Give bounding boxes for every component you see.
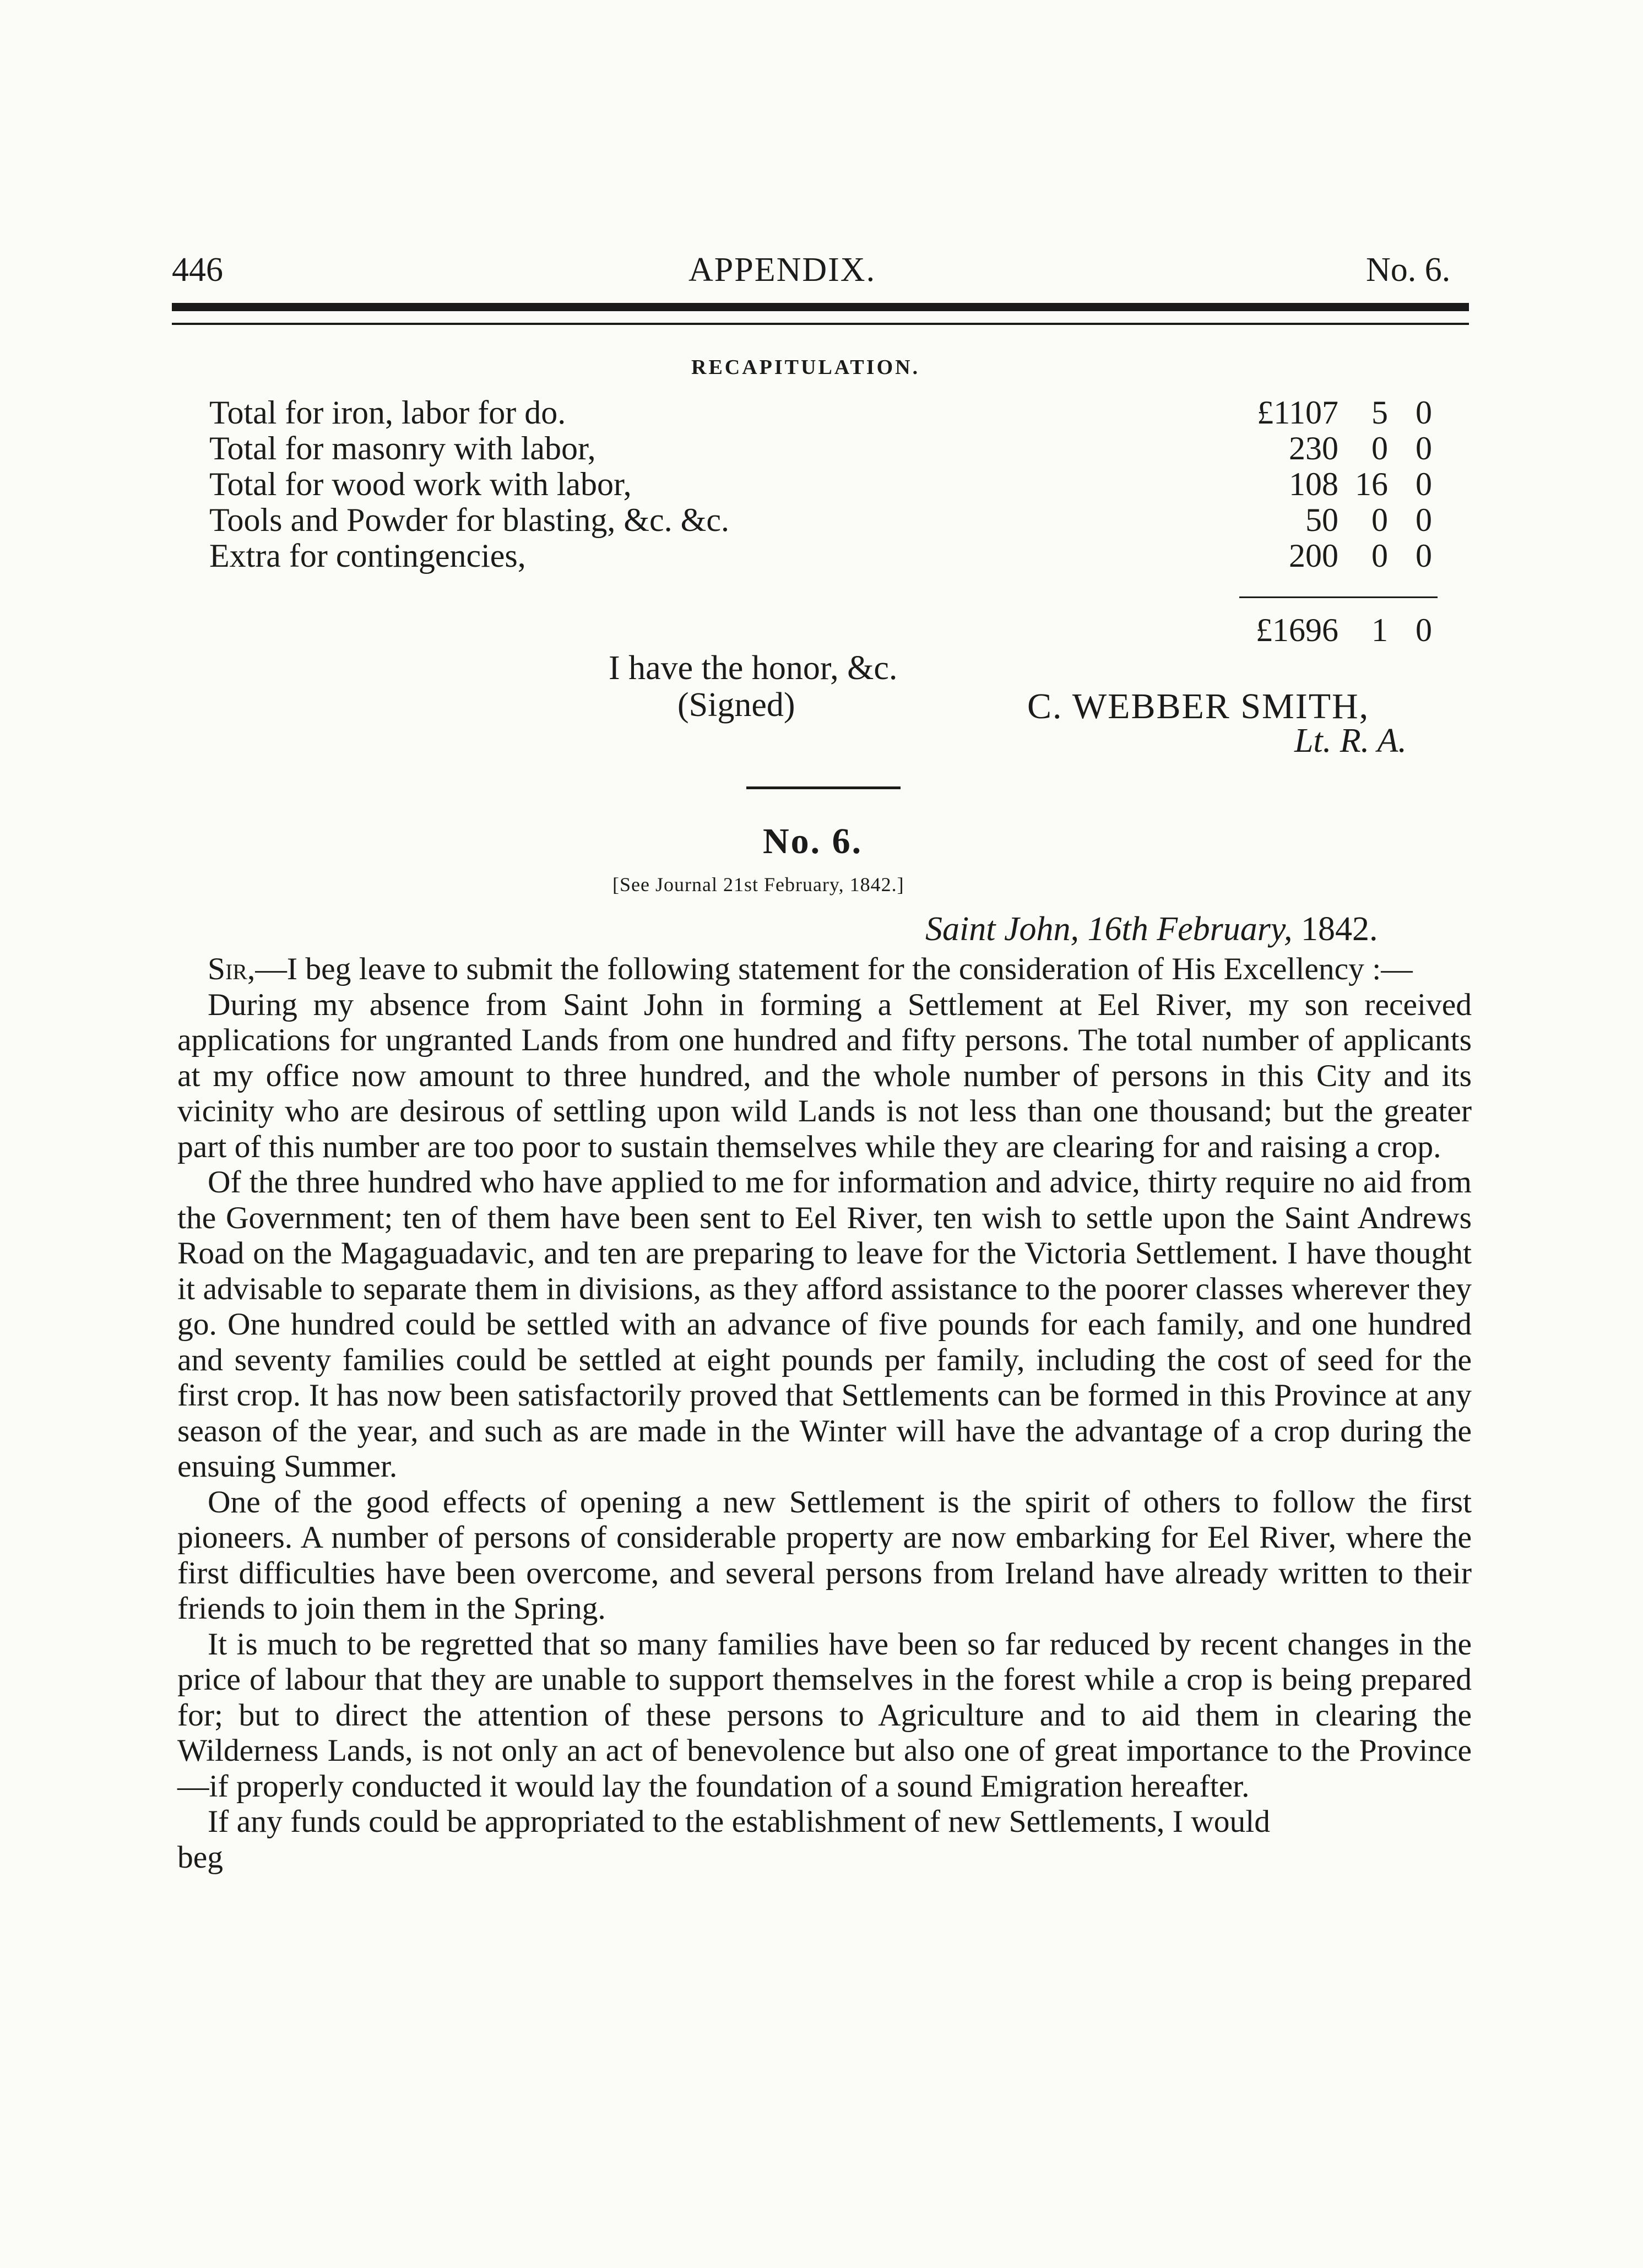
letter-paragraph: One of the good effects of opening a new Settlement is the spirit of others to follow the first pioneers. A number of persons of considerable property are now embarking for Eel River, where the first difficulties have been overcome, and several persons from Ireland have already written to their friends to join them in the Spring. [177,1484,1472,1626]
recap-item-shillings: 0 [1371,502,1388,538]
signature-name: C. WEBBER SMITH, [1027,686,1370,726]
recap-item-label: Total for iron, labor for do. [209,394,566,431]
recap-item-label: Total for masonry with labor, [209,430,596,466]
recap-total-pounds: £1696 [1256,612,1338,648]
recap-item-shillings: 5 [1371,394,1388,431]
recap-total-shillings: 1 [1371,612,1388,648]
recap-item-pounds: 230 [1289,430,1338,466]
dateline-year: 1842. [1300,910,1378,948]
recap-item-label: Total for wood work with labor, [209,466,632,502]
signature-rank: Lt. R. A. [1294,722,1407,759]
recap-item-pounds: 200 [1289,538,1338,574]
recap-item-pounds: £1107 [1257,394,1338,431]
recap-item-label: Extra for contingencies, [209,538,526,574]
paragraph-text: —I beg leave to submit the following statement for the consideration of His Excellency :— [255,952,1413,986]
catchword: beg [177,1840,224,1875]
recap-item-pence: 0 [1416,538,1432,574]
recapitulation-title: RECAPITULATION. [691,356,920,379]
header-rule-thick [172,303,1469,311]
journal-reference: [See Journal 21st February, 1842.] [612,873,904,896]
letter-paragraph: Of the three hundred who have applied to me for information and advice, thirty require no aid from the Government; ten of them have been sent to Eel River, ten wish to settle upon the Saint Andrews Road on the Magaguadavic, and ten are preparing to leave for the Victoria Settlement. I have thought it advisable to separate them in divisions, as they afford assistance to the poorer classes wherever they go. One hundred could be settled with an advance of five pounds for each family, and one hundred and seventy families could be settled at eight pounds per family, including the cost of seed for the first crop. It has now been satisfactorily proved that Settlements can be formed in this Province at any season of the year, and such as are made in the Winter will have the advantage of a crop during the ensuing Summer. [177,1165,1472,1484]
recap-item-pounds: 108 [1289,466,1338,502]
letter-paragraph: It is much to be regretted that so many families have been so far reduced by recent changes in the price of labour that they are unable to support themselves in the forest while a crop is being prepared for; but to direct the attention of these persons to Agriculture and to aid them in clearing the Wilderness Lands, is not only an act of benevolence but also one of great importance to the Province—if properly conducted it would lay the foundation of a sound Emigration hereafter. [177,1626,1472,1804]
recap-item-label: Tools and Powder for blasting, &c. &c. [209,502,729,538]
dateline [925,910,1378,949]
dateline-day: 16th February, [1087,910,1293,948]
closing-honor: I have the honor, &c. [609,649,898,687]
recap-item-pence: 0 [1416,394,1432,431]
running-title: APPENDIX. [688,251,876,289]
page-number: 446 [172,251,223,289]
letter-paragraph: If any funds could be appropriated to the establishment of new Settlements, I would [208,1804,1270,1839]
recap-item-pence: 0 [1416,430,1432,466]
recap-item-pence: 0 [1416,466,1432,502]
section-separator [746,786,901,789]
recap-item-pounds: 50 [1305,502,1338,538]
letter-paragraph [177,952,1472,987]
header-rule-thin [172,323,1469,325]
recap-item-shillings: 16 [1355,466,1388,502]
salutation: Sir, [208,952,256,986]
appendix-number: No. 6. [1366,251,1451,289]
section-title: No. 6. [763,821,863,861]
total-rule [1239,596,1438,598]
dateline-place: Saint John, [925,910,1079,948]
recap-total-pence: 0 [1416,612,1432,648]
letter-paragraph: During my absence from Saint John in forming a Settlement at Eel River, my son received applications for ungranted Lands from one hundred and fifty persons. The total number of applicants at my office now amount to three hundred, and the whole number of persons in this City and its vicinity who are desirous of settling upon wild Lands is not less than one thousand; but the greater part of this number are too poor to sustain themselves while they are clearing for and raising a crop. [177,987,1472,1164]
recap-item-pence: 0 [1416,502,1432,538]
recap-item-shillings: 0 [1371,538,1388,574]
recap-item-shillings: 0 [1371,430,1388,466]
closing-signed: (Signed) [677,686,795,724]
letter-body [177,952,1472,1875]
